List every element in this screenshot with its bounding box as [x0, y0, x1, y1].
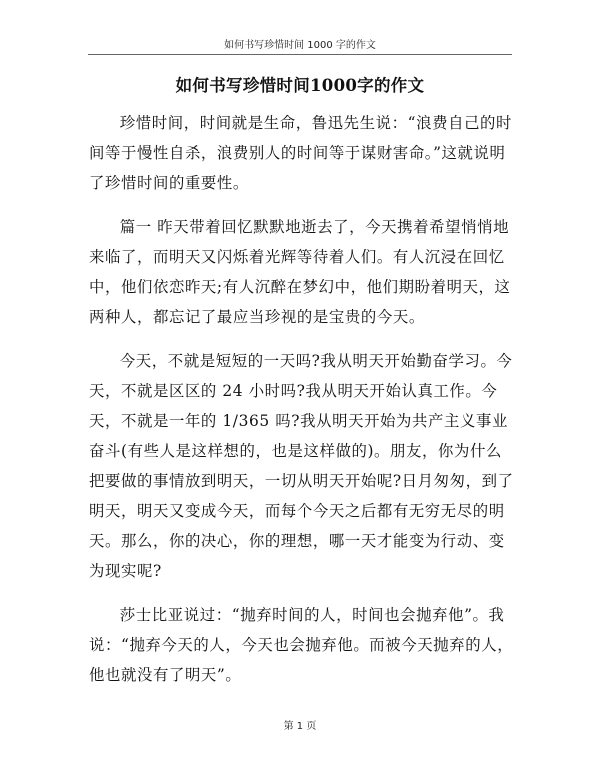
- page-number: 第 1 页: [283, 721, 317, 732]
- header-divider: [88, 54, 512, 55]
- paragraph-3: 莎士比亚说过：“抛弃时间的人，时间也会抛弃他”。我说：“抛弃今天的人，今天也会抛弃他。而被今天抛弃的人，他也就没有了明天”。: [89, 606, 514, 684]
- paragraph-2: 今天，不就是短短的一天吗?我从明天开始勤奋学习。今天，不就是区区的 24 小时吗?我从明天开始认真工作。今天，不就是一年的 1/365 吗?我从明天开始为共产主义事业奋斗(有些人是这样想的，也是这样做的)。朋友，你为什么把要做的事情放到明天，一切从明天开始呢?日月匆匆，到了明天，明天又变成今天，而每个今天之后都有无穷无尽的明天。那么，你的决心，你的理想，哪一天才能变为行动、变为现实呢?: [89, 352, 514, 580]
- page-header: 如何书写珍惜时间 1000 字的作文: [224, 40, 376, 51]
- document-body: [89, 108, 514, 704]
- document-title: 如何书写珍惜时间1000字的作文: [175, 76, 425, 95]
- paragraph-1: 篇一 昨天带着回忆默默地逝去了，今天携着希望悄悄地来临了，而明天又闪烁着光辉等待着人们。有人沉浸在回忆中，他们依恋昨天;有人沉醉在梦幻中，他们期盼着明天，这两种人，都忘记了最应当珍视的是宝贵的今天。: [89, 218, 511, 326]
- paragraph-intro: 珍惜时间，时间就是生命，鲁迅先生说：“浪费自己的时间等于慢性自杀，浪费别人的时间等于谋财害命。”这就说明了珍惜时间的重要性。: [89, 114, 513, 192]
